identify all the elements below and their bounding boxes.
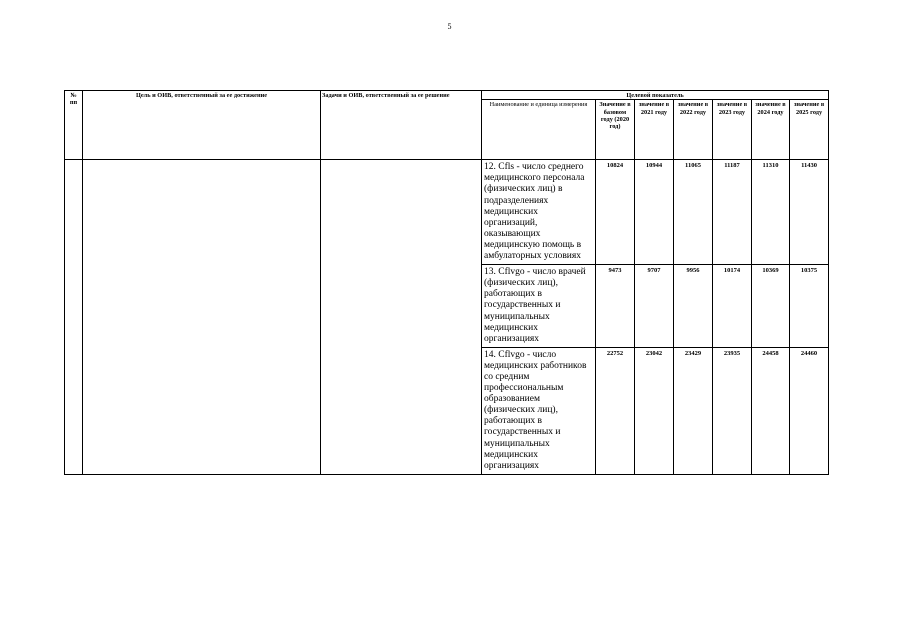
- page-number: 5: [447, 22, 452, 31]
- cell-task: [321, 160, 482, 475]
- table-row: [65, 160, 829, 265]
- header-target: Целевой показатель: [482, 91, 829, 100]
- cell-goal: [83, 160, 321, 475]
- value-2024: 11310: [752, 160, 790, 265]
- value-2022: 11065: [674, 160, 713, 265]
- header-goal: Цель и ОИВ, ответственный за ее достижение: [83, 91, 321, 160]
- value-2022: 23429: [674, 347, 713, 474]
- value-2024: 10369: [752, 265, 790, 348]
- header-name: Наименование и единица измерения: [482, 100, 596, 160]
- value-base: 10824: [596, 160, 635, 265]
- header-base: Значение в базовом году (2020 год): [596, 100, 635, 160]
- cell-num: [65, 160, 83, 475]
- value-2025: 11430: [790, 160, 829, 265]
- header-2022: значение в 2022 году: [674, 100, 713, 160]
- header-2024: значение в 2024 году: [752, 100, 790, 160]
- indicator-table: [64, 90, 829, 475]
- value-2021: 10944: [635, 160, 674, 265]
- header-2021: значение в 2021 году: [635, 100, 674, 160]
- value-base: 22752: [596, 347, 635, 474]
- value-2023: 10174: [713, 265, 752, 348]
- value-2022: 9956: [674, 265, 713, 348]
- header-2023: значение в 2023 году: [713, 100, 752, 160]
- header-2025: значение в 2025 году: [790, 100, 829, 160]
- header-num: № пп: [65, 91, 83, 160]
- value-2025: 10375: [790, 265, 829, 348]
- value-2025: 24460: [790, 347, 829, 474]
- indicator-name: 14. Cflvgo - число медицинских работников со средним профессиональным образованием (физических лиц), работающих в государственных и муниципальных медицинских организациях: [482, 347, 596, 474]
- indicator-name: 12. Cfls - число среднего медицинского персонала (физических лиц) в подразделениях медицинских организаций, оказывающих медицинскую помощь в амбулаторных условиях: [482, 160, 596, 265]
- value-2023: 11187: [713, 160, 752, 265]
- value-2023: 23935: [713, 347, 752, 474]
- value-2024: 24458: [752, 347, 790, 474]
- indicator-name: 13. Cflvgo - число врачей (физических лиц), работающих в государственных и муниципальных медицинских организациях: [482, 265, 596, 348]
- value-base: 9473: [596, 265, 635, 348]
- header-row-1: [65, 91, 829, 100]
- value-2021: 9707: [635, 265, 674, 348]
- value-2021: 23042: [635, 347, 674, 474]
- header-task: Задачи и ОИВ, ответственный за ее решение: [321, 91, 482, 160]
